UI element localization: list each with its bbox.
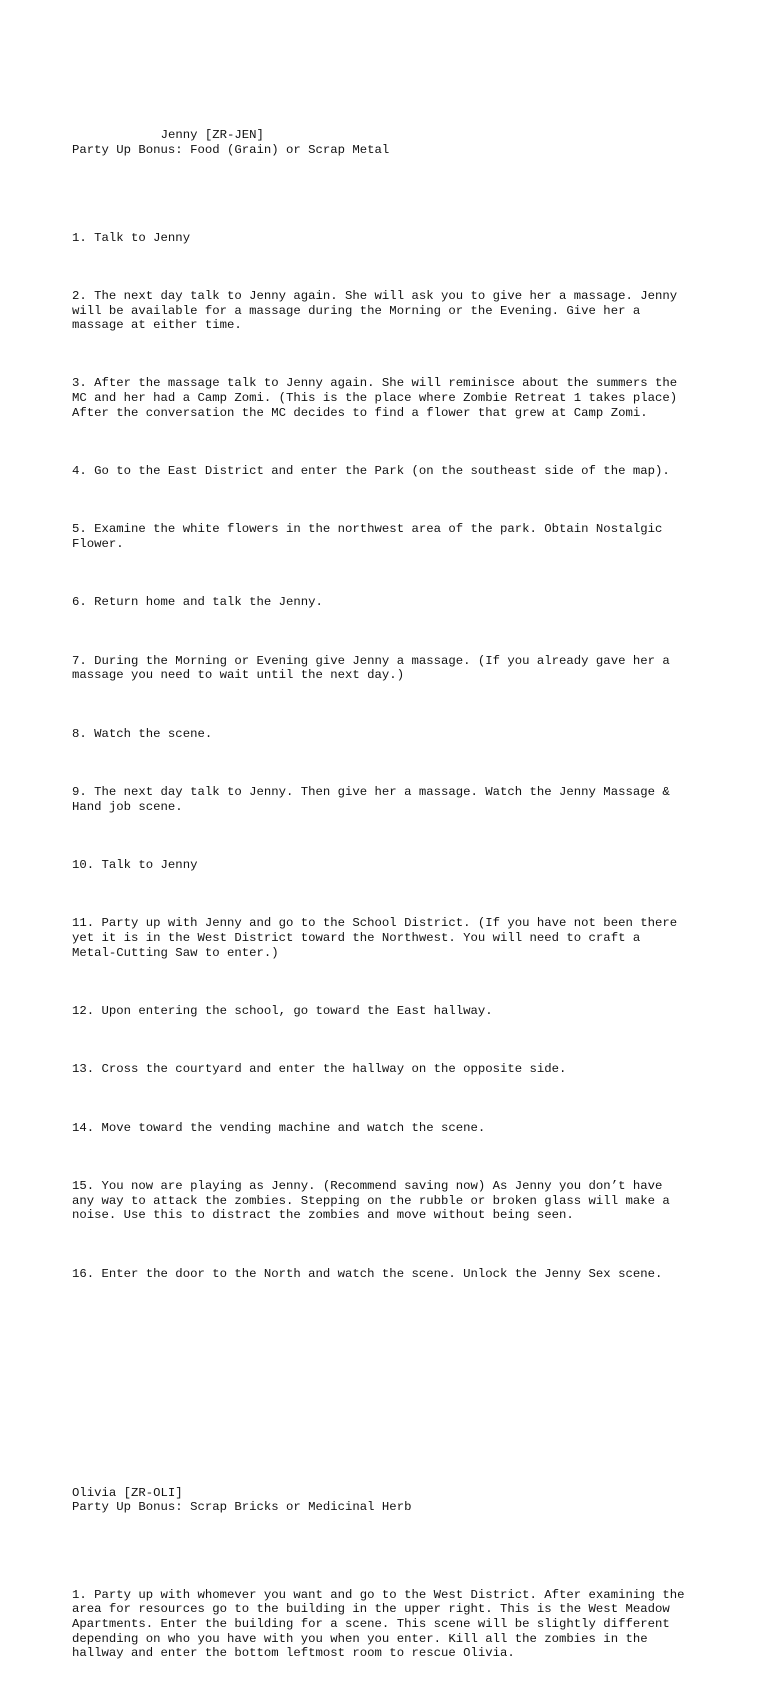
section-olivia: [72, 1456, 722, 1544]
step-paragraph: 8. Watch the scene.: [72, 726, 213, 741]
step-paragraph: 12. Upon entering the school, go toward the East hallway.: [72, 1004, 493, 1018]
step-paragraph: 4. Go to the East District and enter the Park (on the southeast side of the map).: [72, 464, 670, 479]
party-up-bonus-olivia: Party Up Bonus: Scrap Bricks or Medicinal Herb: [72, 1500, 412, 1515]
step-paragraph: 15. You now are playing as Jenny. (Recommend saving now) As Jenny you don’t have any way to attack the zombies. Stepping on the rubble or broken glass will make a noise. Use this to distract the zombies and move without being seen.: [72, 1179, 670, 1223]
party-up-bonus-jenny: Party Up Bonus: Food (Grain) or Scrap Metal: [72, 142, 390, 157]
step-paragraph: 3. After the massage talk to Jenny again. She will reminisce about the summers the MC and her had a Camp Zomi. (This is the place where Zombie Retreat 1 takes place) After the conversation the MC decides to find a flower that grew at Camp Zomi.: [72, 376, 678, 420]
section-title-jenny: Jenny [ZR-JEN]: [72, 128, 264, 143]
step-paragraph: 1. Party up with whomever you want and go to the West District. After examining the area for resources go to the building in the upper right. This is the West Meadow Apartments. Enter the building for a scene. This scene will be slightly different depending on who you have with you when you enter. Kill all the zombies in the hallway and enter the bottom leftmost room to rescue Olivia.: [72, 1587, 685, 1661]
section-title-olivia: Olivia [ZR-OLI]: [72, 1485, 183, 1500]
step-paragraph: 16. Enter the door to the North and watch the scene. Unlock the Jenny Sex scene.: [72, 1266, 663, 1281]
step-paragraph: 11. Party up with Jenny and go to the School District. (If you have not been there yet it is in the West District toward the Northwest. You will need to craft a Metal-Cutting Saw to enter.): [72, 916, 678, 960]
step-paragraph: 13. Cross the courtyard and enter the hallway on the opposite side.: [72, 1062, 567, 1077]
step-paragraph: 6. Return home and talk the Jenny.: [72, 595, 323, 610]
document-page: [72, 70, 722, 1690]
step-paragraph: 5. Examine the white flowers in the northwest area of the park. Obtain Nostalgic Flower.: [72, 522, 663, 551]
step-paragraph: 7. During the Morning or Evening give Jenny a massage. (If you already gave her a massage you need to wait until the next day.): [72, 653, 670, 683]
step-paragraph: 9. The next day talk to Jenny. Then give her a massage. Watch the Jenny Massage & Hand job scene.: [72, 785, 670, 814]
step-paragraph: 2. The next day talk to Jenny again. She will ask you to give her a massage. Jenny will be available for a massage during the Morning or the Evening. Give her a massage at either time.: [72, 288, 678, 333]
section-jenny: [72, 99, 722, 187]
step-paragraph: 10. Talk to Jenny: [72, 858, 198, 873]
section-spacer: [72, 1340, 722, 1413]
step-paragraph: 14. Move toward the vending machine and watch the scene.: [72, 1120, 486, 1135]
step-paragraph: 1. Talk to Jenny: [72, 230, 191, 245]
